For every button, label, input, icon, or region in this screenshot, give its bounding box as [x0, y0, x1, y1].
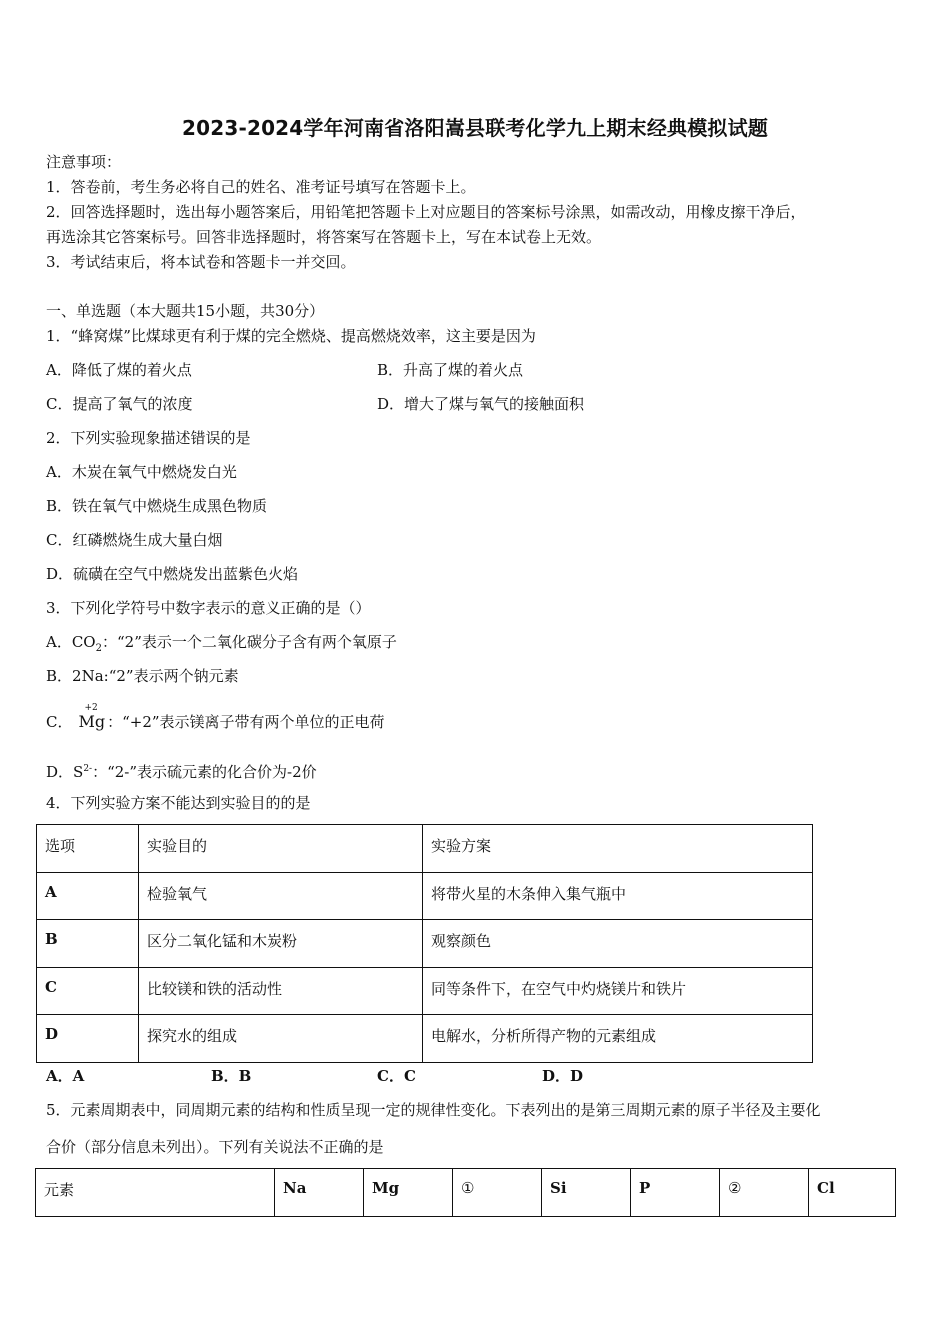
table-cell: ①	[453, 1169, 542, 1217]
notice-item: 2．回答选择题时，选出每小题答案后，用铅笔把答题卡上对应题目的答案标号涂黑，如需改动，用橡皮擦干净后，	[46, 203, 806, 221]
table-row	[36, 1169, 896, 1217]
table-cell: 检验氧气	[139, 872, 423, 920]
section-heading: 一、单选题（本大题共15小题，共30分）	[46, 302, 325, 320]
q3-option-b: B．2Na:“2”表示两个钠元素	[46, 667, 239, 685]
q3-d-superscript: 2-	[83, 764, 93, 774]
q3-c-prefix: C．	[46, 713, 73, 731]
q3-d-text: ：“2-”表示硫元素的化合价为-2价	[92, 763, 317, 781]
q1-option-a: A．降低了煤的着火点	[46, 361, 192, 379]
table-cell: Mg	[364, 1169, 453, 1217]
q3-a-text: ：“2”表示一个二氧化碳分子含有两个氧原子	[101, 633, 397, 651]
table-cell: 同等条件下，在空气中灼烧镁片和铁片	[423, 967, 813, 1015]
table-row	[37, 1015, 813, 1063]
q1-option-b: B．升高了煤的着火点	[377, 361, 524, 379]
notice-item: 3．考试结束后，将本试卷和答题卡一并交回。	[46, 253, 356, 271]
table-cell: Na	[275, 1169, 364, 1217]
q2-option-a: A．木炭在氧气中燃烧发白光	[46, 463, 237, 481]
q3-option-c	[46, 703, 385, 732]
question-1-stem: 1．“蜂窝煤”比煤球更有利于煤的完全燃烧、提高燃烧效率，这主要是因为	[46, 327, 536, 345]
table-cell: C	[37, 967, 139, 1015]
q4-option-b: B．B	[211, 1067, 252, 1085]
table-row	[37, 920, 813, 968]
notice-heading: 注意事项：	[46, 153, 122, 171]
q1-option-d: D．增大了煤与氧气的接触面积	[377, 395, 585, 413]
q1-option-c: C．提高了氧气的浓度	[46, 395, 193, 413]
q3-c-text: ：“+2”表示镁离子带有两个单位的正电荷	[107, 713, 385, 731]
table-cell: 比较镁和铁的活动性	[139, 967, 423, 1015]
table-cell: P	[631, 1169, 720, 1217]
q3-a-prefix: A．CO	[46, 633, 96, 651]
table-cell: Cl	[809, 1169, 896, 1217]
q3-option-a	[46, 632, 397, 659]
table-cell: A	[37, 872, 139, 920]
table-cell: 将带火星的木条伸入集气瓶中	[423, 872, 813, 920]
q3-option-d	[46, 759, 317, 782]
question-2-stem: 2．下列实验现象描述错误的是	[46, 429, 251, 447]
question-4-stem: 4．下列实验方案不能达到实验目的的是	[46, 794, 311, 812]
table-cell: D	[37, 1015, 139, 1063]
q2-option-c: C．红磷燃烧生成大量白烟	[46, 531, 223, 549]
notice-item: 1．答卷前，考生务必将自己的姓名、准考证号填写在答题卡上。	[46, 178, 476, 196]
question-5-stem-cont: 合价（部分信息未列出）。下列有关说法不正确的是	[46, 1138, 384, 1156]
table-cell: ②	[720, 1169, 809, 1217]
table-header-cell: 实验方案	[423, 825, 813, 873]
table-row	[37, 872, 813, 920]
table-cell: 元素	[36, 1169, 275, 1217]
q5-table	[35, 1168, 896, 1217]
table-cell: 探究水的组成	[139, 1015, 423, 1063]
question-5-stem: 5．元素周期表中，同周期元素的结构和性质呈现一定的规律性变化。下表列出的是第三周期元素的原子半径及主要化	[46, 1101, 821, 1119]
table-cell: B	[37, 920, 139, 968]
q4-option-d: D．D	[542, 1067, 584, 1085]
q4-table	[36, 824, 813, 1063]
table-cell: 区分二氧化锰和木炭粉	[139, 920, 423, 968]
q3-a-subscript: 2	[95, 643, 102, 654]
page-title: 2023-2024学年河南省洛阳嵩县联考化学九上期末经典模拟试题	[181, 116, 769, 140]
notice-item: 再选涂其它答案标号。回答非选择题时，将答案写在答题卡上，写在本试卷上无效。	[46, 228, 602, 246]
q4-option-a: A．A	[46, 1067, 85, 1085]
q2-option-b: B．铁在氧气中燃烧生成黑色物质	[46, 497, 268, 515]
table-cell: Si	[542, 1169, 631, 1217]
q3-d-prefix: D．S	[46, 763, 84, 781]
table-header-cell: 选项	[37, 825, 139, 873]
table-cell: 观察颜色	[423, 920, 813, 968]
mg-symbol: +2 Mg	[78, 712, 105, 732]
table-header-cell: 实验目的	[139, 825, 423, 873]
q4-option-c: C．C	[377, 1067, 416, 1085]
table-header-row	[37, 825, 813, 873]
table-row	[37, 967, 813, 1015]
mg-valence: +2	[84, 703, 98, 713]
q2-option-d: D．硫磺在空气中燃烧发出蓝紫色火焰	[46, 565, 299, 583]
table-cell: 电解水，分析所得产物的元素组成	[423, 1015, 813, 1063]
question-3-stem: 3．下列化学符号中数字表示的意义正确的是（）	[46, 599, 371, 617]
